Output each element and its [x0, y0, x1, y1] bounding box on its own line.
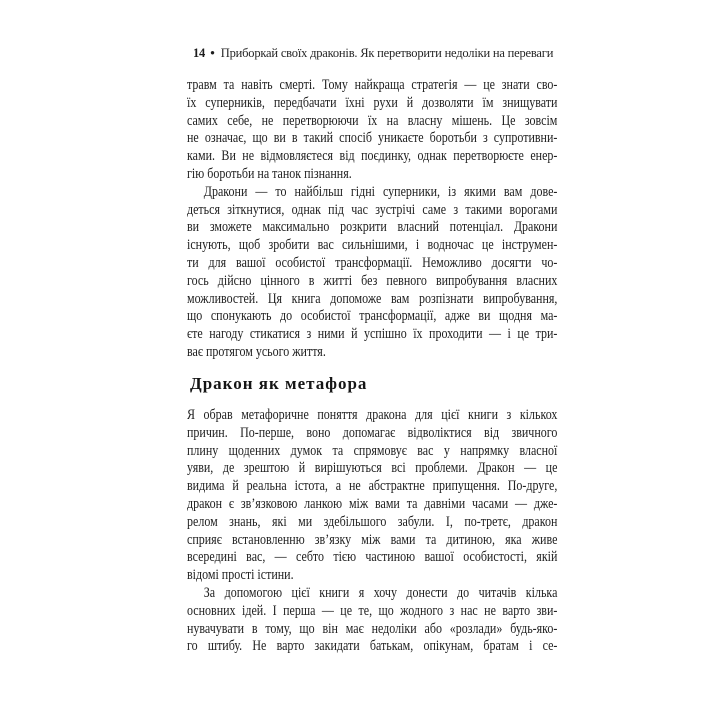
- text-line: нувачувати в тому, що він має недоліки або «розлади» будь-яко-: [187, 620, 558, 637]
- body-text-block-1: [187, 77, 557, 362]
- text-line: їх суперників, передбачати їхні рухи й дозволяти їм знищувати: [187, 94, 558, 111]
- text-line: не означає, що ви в такий спосіб уникаєте боротьби з супротивни-: [187, 130, 558, 147]
- text-line: причин. По-перше, воно допомагає відволіктися від звичного: [187, 424, 558, 441]
- text-line: деться зіткнутися, однак під час зустрічі саме з такими ворогами: [187, 201, 558, 218]
- body-text-block-2: [187, 407, 557, 656]
- bullet-separator-icon: ●: [210, 48, 215, 57]
- page-number: 14: [193, 46, 206, 60]
- text-line: дракон є зв’язковою ланкою між вами та давніми часами — дже-: [187, 495, 558, 512]
- text-line: можливостей. Ця книга допоможе вам розпізнати випробування,: [187, 290, 558, 307]
- text-line: Дракони — то найбільш гідні суперники, із якими вам дове-: [203, 183, 558, 200]
- text-line: сприяє встановленню зв’язку між вами та дитиною, яка живе: [187, 531, 558, 548]
- text-line: травм та навіть смерті. Тому найкраща стратегія — це знати сво-: [187, 77, 558, 93]
- text-line: видима й реальна істота, а не абстрактне припущення. По-друге,: [187, 478, 558, 495]
- text-line: Я обрав метафоричне поняття дракона для цієї книги з кількох: [187, 407, 558, 423]
- text-line: всередині вас, — себто тією частиною вашої особистості, якій: [187, 549, 558, 566]
- text-line: відомі прості істини.: [187, 567, 294, 584]
- text-line: основних ідей. І перша — це те, що жодного з нас не варто зви-: [187, 602, 558, 619]
- text-line: єте нагоду стикатися з ними й успішно їх проходити — і це три-: [187, 326, 558, 343]
- running-header: [193, 46, 553, 61]
- text-line: релом знань, які ми здебільшого забули. І, по-третє, дракон: [187, 513, 558, 530]
- text-line: го штибу. Не варто закидати батькам, опікунам, братам і се-: [187, 638, 558, 655]
- text-line: самих себе, не перетворюючи їх на власну мішень. Це зовсім: [187, 112, 558, 129]
- running-title: Приборкай своїх драконів. Як перетворити недоліки на переваги: [220, 46, 554, 60]
- text-line: ками. Ви не відмовляєтеся від поєдинку, однак перетворюєте енер-: [187, 148, 558, 165]
- text-line: гію боротьби на танок пізнання.: [187, 165, 352, 182]
- text-line: гось дійсно цінного в житті без певного випробування власних: [187, 272, 558, 289]
- text-line: За допомогою цієї книги я хочу донести до читачів кілька: [203, 584, 558, 601]
- text-line: що спонукають до особистої трансформації, адже ви щодня ма-: [187, 308, 558, 325]
- text-line: ває протягом усього життя.: [187, 343, 326, 360]
- text-line: ти для вашої особистої трансформації. Неможливо досягти чо-: [187, 254, 558, 271]
- text-line: плину щоденних думок та спрямовує вас у напрямку власної: [187, 442, 558, 459]
- text-line: існують, щоб зробити вас сильнішими, і водночас це інструмен-: [187, 237, 558, 254]
- text-line: ви зможете максимально розкрити власний потенціал. Дракони: [187, 219, 558, 236]
- section-heading: Дракон як метафора: [190, 374, 368, 393]
- text-line: уяви, де зрештою й вирішуються всі проблеми. Дракон — це: [187, 460, 558, 477]
